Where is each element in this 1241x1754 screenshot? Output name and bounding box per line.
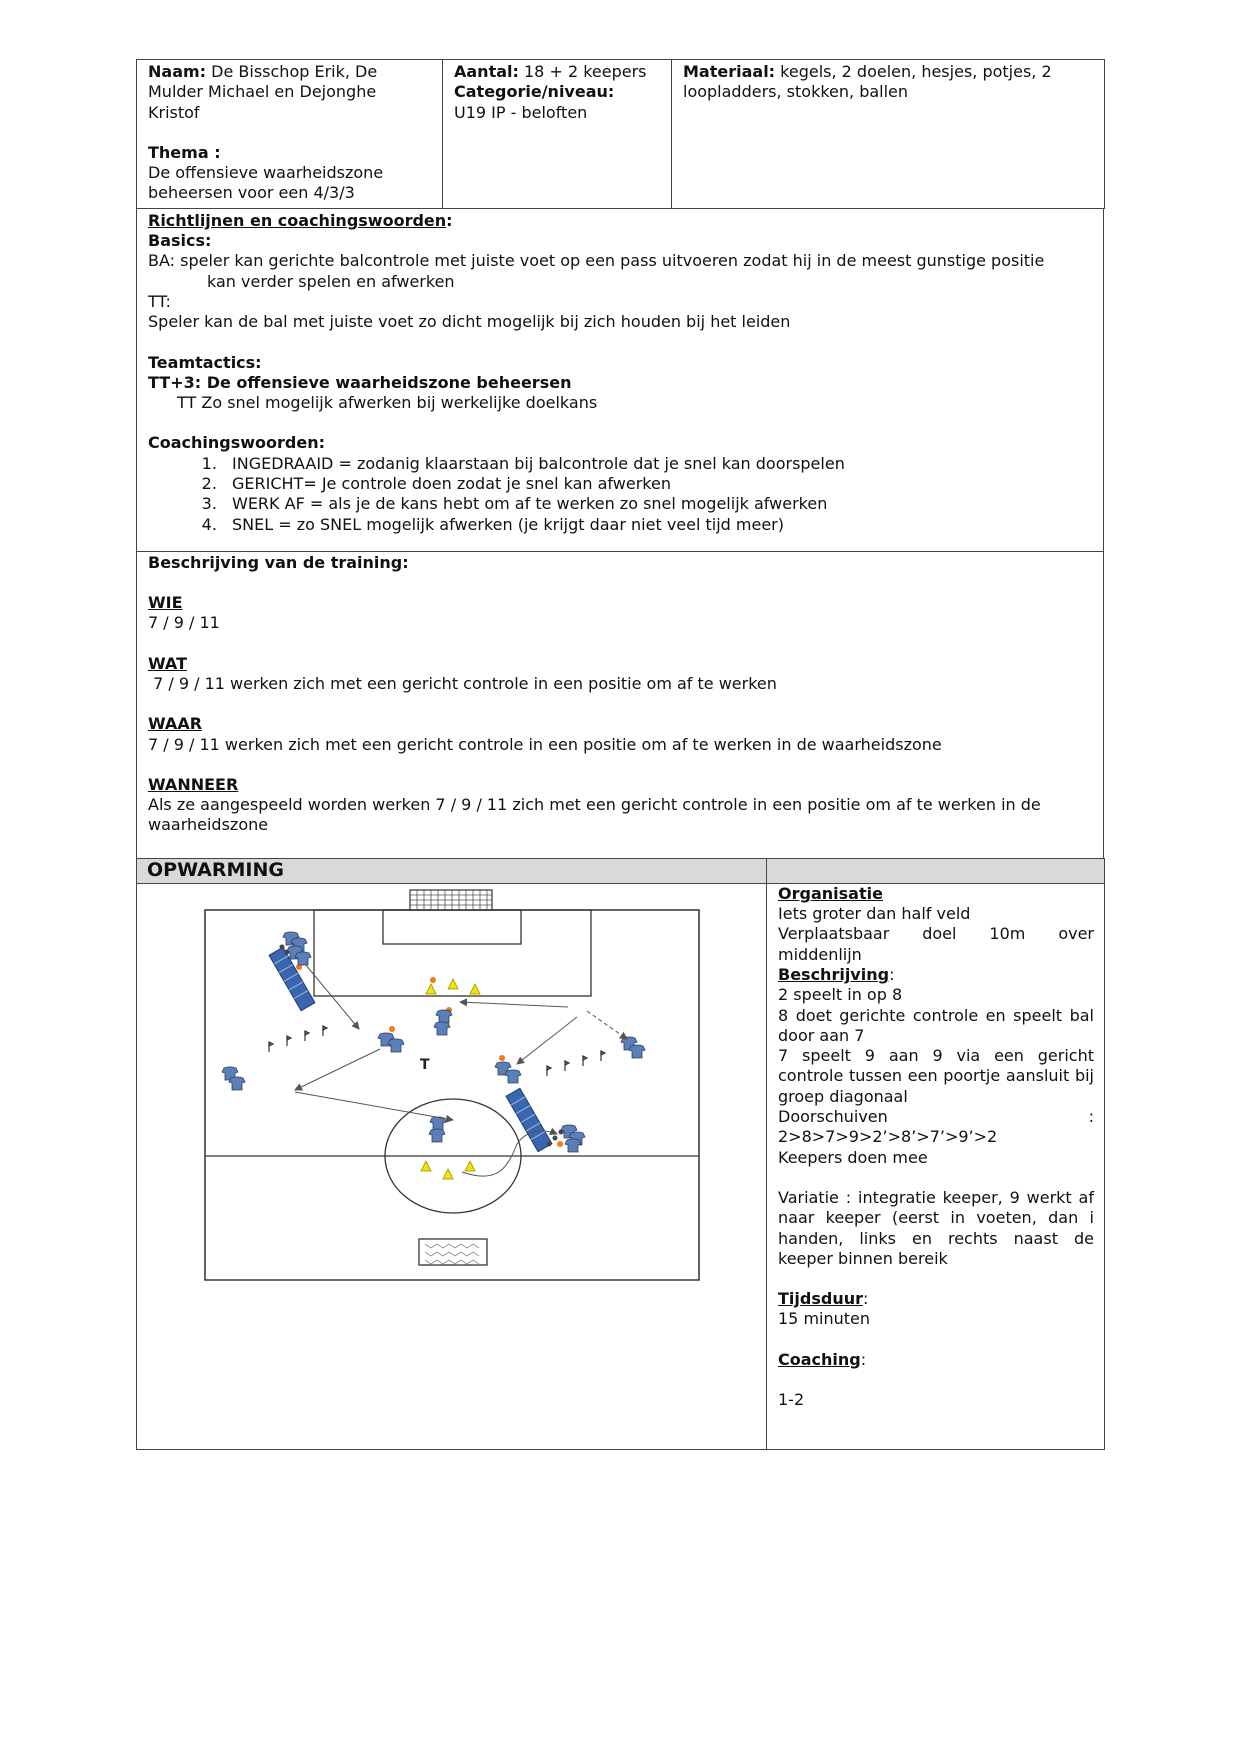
beschrijving-line: 2 speelt in op 8 xyxy=(778,985,903,1005)
coaching-item: 3. WERK AF = als je de kans hebt om af te werken zo snel mogelijk afwerken xyxy=(222,494,1093,514)
doorschuiven-seq: 2>8>7>9>2’>8’>7’>9’>2 xyxy=(778,1127,998,1147)
waar-text: 7 / 9 / 11 werken zich met een gericht controle in een positie om af te werken in de waarheidszone xyxy=(148,734,942,754)
cones-orange xyxy=(296,964,638,1147)
bottom-goal xyxy=(419,1239,487,1265)
tt-line: Speler kan de bal met juiste voet zo dicht mogelijk bij zich houden bij het leiden xyxy=(148,312,791,332)
tijdsduur-colon: : xyxy=(862,1289,869,1309)
beschrijving-line: 7 speelt 9 aan 9 via een gericht controle tussen een poortje aansluit bij groep diagonaal xyxy=(778,1046,1094,1106)
categorie-value: U19 IP - beloften xyxy=(454,102,588,122)
beschrijving-line: 8 doet gerichte controle en speelt bal door aan 7 xyxy=(778,1005,1094,1045)
opwarming-header-right xyxy=(767,858,1105,883)
doorschuiven-colon: : xyxy=(1088,1107,1094,1127)
categorie-label: Categorie/niveau: xyxy=(454,82,615,102)
thema-label: Thema : xyxy=(148,142,221,162)
coaching-item: 4. SNEL = zo SNEL mogelijk afwerken (je krijgt daar niet veel tijd meer) xyxy=(222,515,1093,535)
wie-label: WIE xyxy=(148,593,183,613)
materiaal-value: kegels, 2 doelen, hesjes, potjes, 2 loopladders, stokken, ballen xyxy=(683,62,1052,102)
aantal-label: Aantal: xyxy=(454,62,519,81)
organisatie-line1: Iets groter dan half veld xyxy=(778,904,971,924)
richtlijnen-title: Richtlijnen en coachingswoorden xyxy=(148,210,447,230)
tt-label: TT: xyxy=(148,291,171,311)
coaching-title: Coaching xyxy=(778,1349,861,1369)
coaching-value: 1-2 xyxy=(778,1390,805,1410)
materiaal-label: Materiaal: xyxy=(683,62,776,81)
beschrijving-colon: : xyxy=(889,964,895,984)
ba-continuation: kan verder spelen en afwerken xyxy=(207,271,455,291)
diagram-label-t: T xyxy=(420,1056,430,1073)
richtlijnen-title-colon: : xyxy=(446,210,453,230)
doorschuiven-label: Doorschuiven xyxy=(778,1107,888,1127)
coaching-item: 1. INGEDRAAID = zodanig klaarstaan bij balcontrole dat je snel kan doorspelen xyxy=(222,454,1093,474)
beschrijving-table xyxy=(136,551,1104,859)
richtlijnen-cell xyxy=(137,208,1104,551)
ladder-right xyxy=(506,1088,552,1151)
coaching-list xyxy=(148,454,1093,535)
diagram-cell xyxy=(137,883,767,1449)
teamtactics-label: Teamtactics: xyxy=(148,352,262,372)
richtlijnen-table xyxy=(136,208,1104,552)
tijdsduur-label: Tijdsduur xyxy=(778,1289,863,1309)
materiaal-cell xyxy=(672,60,1105,209)
wie-text: 7 / 9 / 11 xyxy=(148,613,220,633)
wanneer-label: WANNEER xyxy=(148,774,239,794)
tt3-label: TT+3: De offensieve waarheidszone beheersen xyxy=(148,372,572,392)
coaching-label: Coachingswoorden: xyxy=(148,433,326,453)
training-sheet xyxy=(136,59,1104,1450)
beschrijving-label: Beschrijving xyxy=(778,964,890,984)
naam-label: Naam: xyxy=(148,62,207,81)
naam-cell xyxy=(137,60,443,209)
header-table xyxy=(136,59,1105,209)
wat-label: WAT xyxy=(148,653,187,673)
organisatie-cell xyxy=(767,883,1105,1449)
keepers-line: Keepers doen mee xyxy=(778,1147,928,1167)
variatie-text: Variatie : integratie keeper, 9 werkt af naar keeper (eerst in voeten, dan i handen, links en rechts naast de keeper binnen bereik xyxy=(778,1187,1094,1268)
beschrijving-cell xyxy=(137,551,1104,858)
aantal-cell xyxy=(443,60,672,209)
opwarming-table xyxy=(136,858,1105,1450)
tt3-line: TT Zo snel mogelijk afwerken bij werkelijke doelkans xyxy=(177,393,598,413)
waar-label: WAAR xyxy=(148,714,203,734)
thema-value: De offensieve waarheidszone beheersen voor een 4/3/3 xyxy=(148,163,384,203)
basics-label: Basics: xyxy=(148,231,212,251)
goal-box xyxy=(383,910,521,944)
wanneer-text: Als ze aangespeeld worden werken 7 / 9 / 11 zich met een gericht controle in een positie om af te werken in de waarheidszone xyxy=(148,795,1041,835)
training-field-diagram xyxy=(137,884,765,1284)
aantal-value: 18 + 2 keepers xyxy=(524,62,647,81)
wat-text: 7 / 9 / 11 werken zich met een gericht controle in een positie om af te werken xyxy=(148,673,777,693)
opwarming-header: OPWARMING xyxy=(137,858,767,883)
organisatie-line2: Verplaatsbaar doel 10m over middenlijn xyxy=(778,924,1094,964)
beschrijving-title: Beschrijving van de training: xyxy=(148,552,409,572)
ba-line: BA: speler kan gerichte balcontrole met juiste voet op een pass uitvoeren zodat hij in de meest gunstige positie xyxy=(148,251,1045,271)
organisatie-label: Organisatie xyxy=(778,883,883,903)
coaching-colon: : xyxy=(860,1349,867,1369)
coaching-item: 2. GERICHT= Je controle doen zodat je snel kan afwerken xyxy=(222,474,1093,494)
naam-value: De Bisschop Erik, De Mulder Michael en Dejonghe Kristof xyxy=(148,62,378,122)
tijdsduur-value: 15 minuten xyxy=(778,1309,871,1329)
